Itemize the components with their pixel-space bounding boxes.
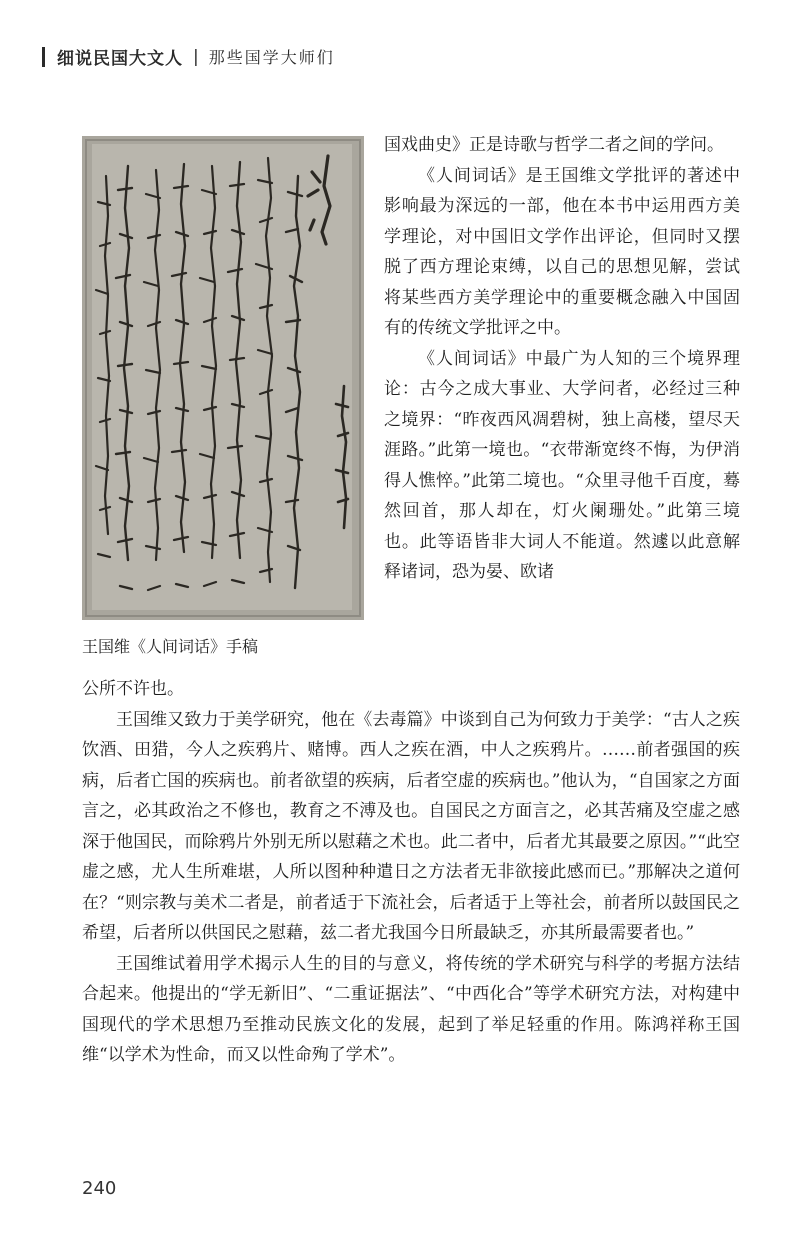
paragraph: 王国维试着用学术揭示人生的目的与意义，将传统的学术研究与科学的考据方法结合起来。他提出的“学无新旧”、“二重证据法”、“中西化合”等学术研究方法，对构建中国现代的学术思想乃至推动民族文化的发展，起到了举足轻重的作用。陈鸿祥称王国维“以学术为性命，而又以性命殉了学术”。 <box>82 953 740 1065</box>
right-column-text <box>384 130 740 588</box>
paragraph: 王国维又致力于美学研究，他在《去毒篇》中谈到自己为何致力于美学：“古人之疾饮酒、田猎，今人之疾鸦片、赌博。西人之疾在酒，中人之疾鸦片。……前者强国的疾病，后者亡国的疾病也。前者欲望的疾病，后者空虚的疾病也。”他认为，“自国家之方面言之，必其政治之不修也，教育之不溥及也。自国民之方面言之，必其苦痛及空虚之感深于他国民，而除鸦片外别无所以慰藉之术也。此二者中，后者尤其最要之原因。”“此空虚之感，尤人生所难堪，人所以图种种遣日之方法者无非欲接此感而已。”那解决之道何在？“则宗教与美术二者是，前者适于下流社会，后者适于上等社会，前者所以鼓国民之希望，后者所以供国民之慰藉，兹二者尤我国今日所最缺乏，亦其所最需要者也。” <box>82 709 740 943</box>
header-bar <box>42 47 45 67</box>
manuscript-image <box>82 136 364 620</box>
paragraph: 国戏曲史》正是诗歌与哲学二者之间的学问。 <box>384 135 724 155</box>
paragraph: 公所不许也。 <box>82 679 184 699</box>
book-subtitle: 那些国学大师们 <box>208 48 335 67</box>
running-header <box>42 44 335 69</box>
page-number: 240 <box>82 1178 117 1199</box>
full-width-text <box>82 674 740 1071</box>
book-title: 细说民国大文人 <box>57 49 183 69</box>
paragraph: 《人间词话》中最广为人知的三个境界理论：古今之成大事业、大学问者，必经过三种之境界：“昨夜西风凋碧树，独上高楼，望尽天涯路。”此第一境也。“衣带渐宽终不悔，为伊消得人憔悴。”此第二境也。“众里寻他千百度，蓦然回首，那人却在，灯火阑珊处。”此第三境也。此等语皆非大词人不能道。然遽以此意解释诸词，恐为晏、欧诸 <box>384 348 740 582</box>
figure-caption: 王国维《人间词话》手稿 <box>82 637 259 656</box>
paragraph: 《人间词话》是王国维文学批评的著述中影响最为深远的一部，他在本书中运用西方美学理论，对中国旧文学作出评论，但同时又摆脱了西方理论束缚，以自己的思想见解，尝试将某些西方美学理论中的重要概念融入中国固有的传统文学批评之中。 <box>384 165 740 338</box>
manuscript-calligraphy <box>82 136 364 620</box>
header-separator: | <box>193 46 199 67</box>
